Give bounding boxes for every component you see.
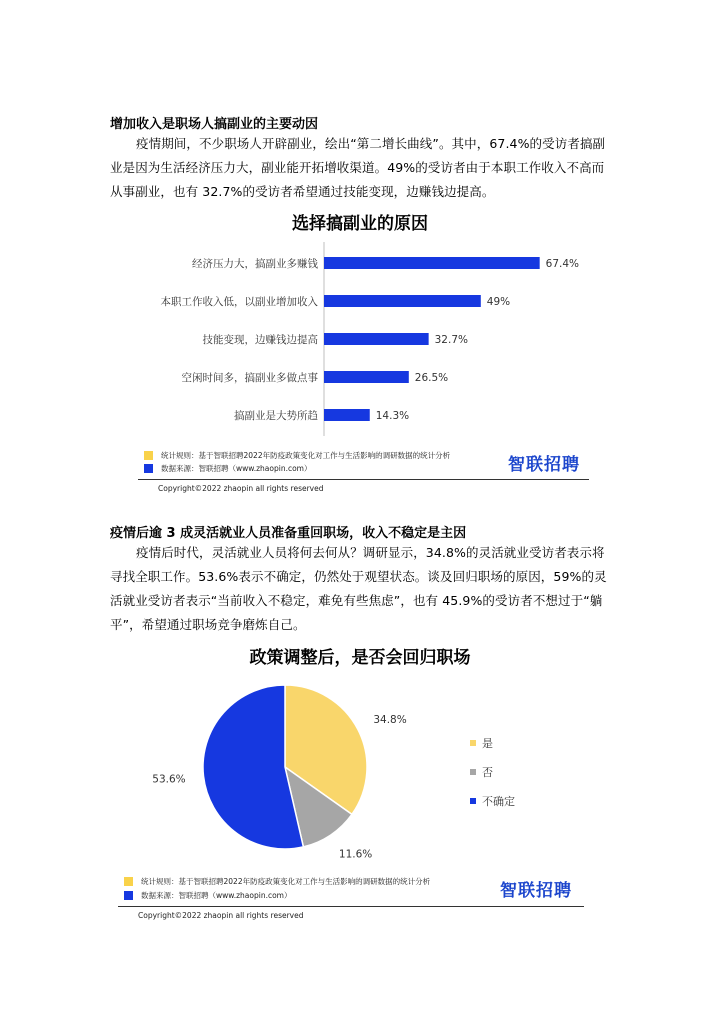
bar-4 <box>324 409 370 421</box>
bar-category-label: 空闲时间多，搞副业多做点事 <box>181 372 318 384</box>
pie-value-label: 34.8% <box>373 714 407 727</box>
footer-divider-2 <box>118 906 584 907</box>
bar-3 <box>324 371 409 383</box>
copyright-text: Copyright©2022 zhaopin all rights reserved <box>158 484 324 493</box>
stat-rule-line <box>144 450 450 461</box>
legend-label: 否 <box>482 766 493 779</box>
pie-value-label: 53.6% <box>152 773 186 786</box>
bar-value-label: 67.4% <box>545 258 580 270</box>
pie-chart-title: 政策调整后，是否会回归职场 <box>249 648 471 668</box>
bar-value-label: 26.5% <box>414 372 449 384</box>
zhaopin-logo <box>508 450 580 475</box>
data-source-text-2: 数据来源：智联招聘（www.zhaopin.com） <box>141 891 292 900</box>
logo-text: 智联招聘 <box>508 455 580 475</box>
yellow-square-icon <box>144 451 153 460</box>
bar-category-label: 搞副业是大势所趋 <box>234 410 318 422</box>
bar-chart <box>110 240 610 440</box>
blue-square-icon <box>144 464 153 473</box>
legend-swatch <box>470 740 476 746</box>
legend-swatch <box>470 798 476 804</box>
blue-square-icon <box>124 891 133 900</box>
bar-category-label: 本职工作收入低，以副业增加收入 <box>160 296 318 308</box>
bar-0 <box>324 257 540 269</box>
stat-rule-text: 统计规则：基于智联招聘2022年防疫政策变化对工作与生活影响的调研数据的统计分析 <box>161 451 451 460</box>
section2-paragraph: 疫情后时代，灵活就业人员将何去何从？调研显示，34.8%的灵活就业受访者表示将寻找全职工作。53.6%表示不确定，仍然处于观望状态。谈及回归职场的原因，59%的灵活就业受访者表示“当前收入不稳定，难免有些焦虑”，也有 45.9%的受访者不想过于“躺平”，希望通过职场竞争磨炼自己。 <box>110 545 607 632</box>
section1-heading: 增加收入是职场人搞副业的主要动因 <box>110 117 319 132</box>
legend-label: 是 <box>482 737 493 750</box>
bar-value-label: 14.3% <box>375 410 410 422</box>
section1-paragraph: 疫情期间，不少职场人开辟副业，绘出“第二增长曲线”。其中，67.4%的受访者搞副业是因为生活经济压力大，副业能开拓增收渠道。49%的受访者由于本职工作收入不高而从事副业，也有 32.7%的受访者希望通过技能变现，边赚钱边提高。 <box>110 136 606 199</box>
bar-1 <box>324 295 481 307</box>
section2-heading: 疫情后逾 3 成灵活就业人员准备重回职场，收入不稳定是主因 <box>110 526 467 541</box>
bar-category-label: 经济压力大，搞副业多赚钱 <box>192 258 318 270</box>
data-source-line <box>144 463 311 474</box>
yellow-square-icon <box>124 877 133 886</box>
logo-text-2: 智联招聘 <box>500 881 572 901</box>
bar-value-label: 32.7% <box>434 334 468 346</box>
stat-rule-text-2: 统计规则：基于智联招聘2022年防疫政策变化对工作与生活影响的调研数据的统计分析 <box>141 877 431 886</box>
bar-value-label: 49% <box>486 296 511 308</box>
copyright-text-2: Copyright©2022 zhaopin all rights reserved <box>138 911 304 920</box>
legend-label: 不确定 <box>482 795 515 808</box>
bar-2 <box>324 333 429 345</box>
data-source-text: 数据来源：智联招聘（www.zhaopin.com） <box>161 464 312 473</box>
pie-value-label: 11.6% <box>338 848 373 861</box>
legend-swatch <box>470 769 476 775</box>
bar-chart-title: 选择搞副业的原因 <box>292 214 428 234</box>
footer-divider <box>138 479 589 480</box>
stat-rule-line-2 <box>124 876 430 887</box>
zhaopin-logo-2 <box>500 876 572 901</box>
data-source-line-2 <box>124 890 291 901</box>
pie-chart <box>140 670 580 870</box>
bar-category-label: 技能变现，边赚钱边提高 <box>202 334 318 346</box>
